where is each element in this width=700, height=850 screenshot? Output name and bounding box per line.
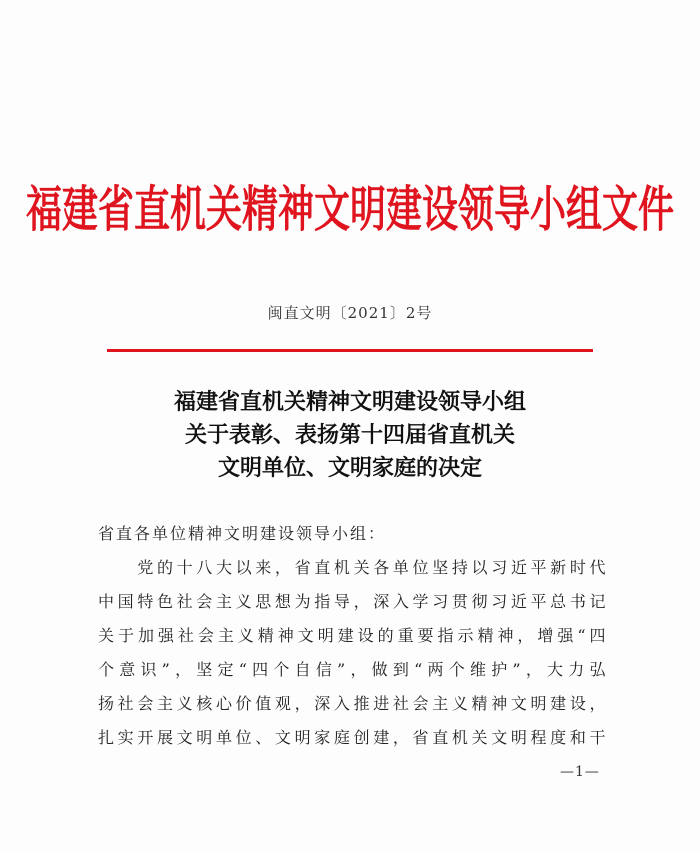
document-number: 闽直文明〔2021〕2号 xyxy=(267,304,433,322)
issuer-header-title: 福建省直机关精神文明建设领导小组文件 xyxy=(25,182,674,239)
salutation: 省直各单位精神文明建设领导小组： xyxy=(98,524,387,543)
decision-title-line: 福建省直机关精神文明建设领导小组 xyxy=(173,389,526,415)
red-divider-line xyxy=(107,349,593,352)
decision-title xyxy=(0,386,700,485)
paragraph-line: 关于加强社会主义精神文明建设的重要指示精神，增强“四 xyxy=(98,626,606,645)
page-number: —1— xyxy=(560,764,600,780)
paragraph-line: 扬社会主义核心价值观，深入推进社会主义精神文明建设， xyxy=(98,694,606,713)
paragraph-line: 党的十八大以来，省直机关各单位坚持以习近平新时代 xyxy=(98,558,606,577)
paragraph-line: 中国特色社会主义思想为指导，深入学习贯彻习近平总书记 xyxy=(98,592,606,611)
decision-title-line: 关于表彰、表扬第十四届省直机关 xyxy=(184,422,515,448)
paragraph-line: 扎实开展文明单位、文明家庭创建，省直机关文明程度和干 xyxy=(98,728,606,747)
body-text xyxy=(98,517,606,755)
paragraph-line: 个意识”，坚定“四个自信”，做到“两个维护”，大力弘 xyxy=(98,660,606,679)
decision-title-line: 文明单位、文明家庭的决定 xyxy=(217,455,482,481)
